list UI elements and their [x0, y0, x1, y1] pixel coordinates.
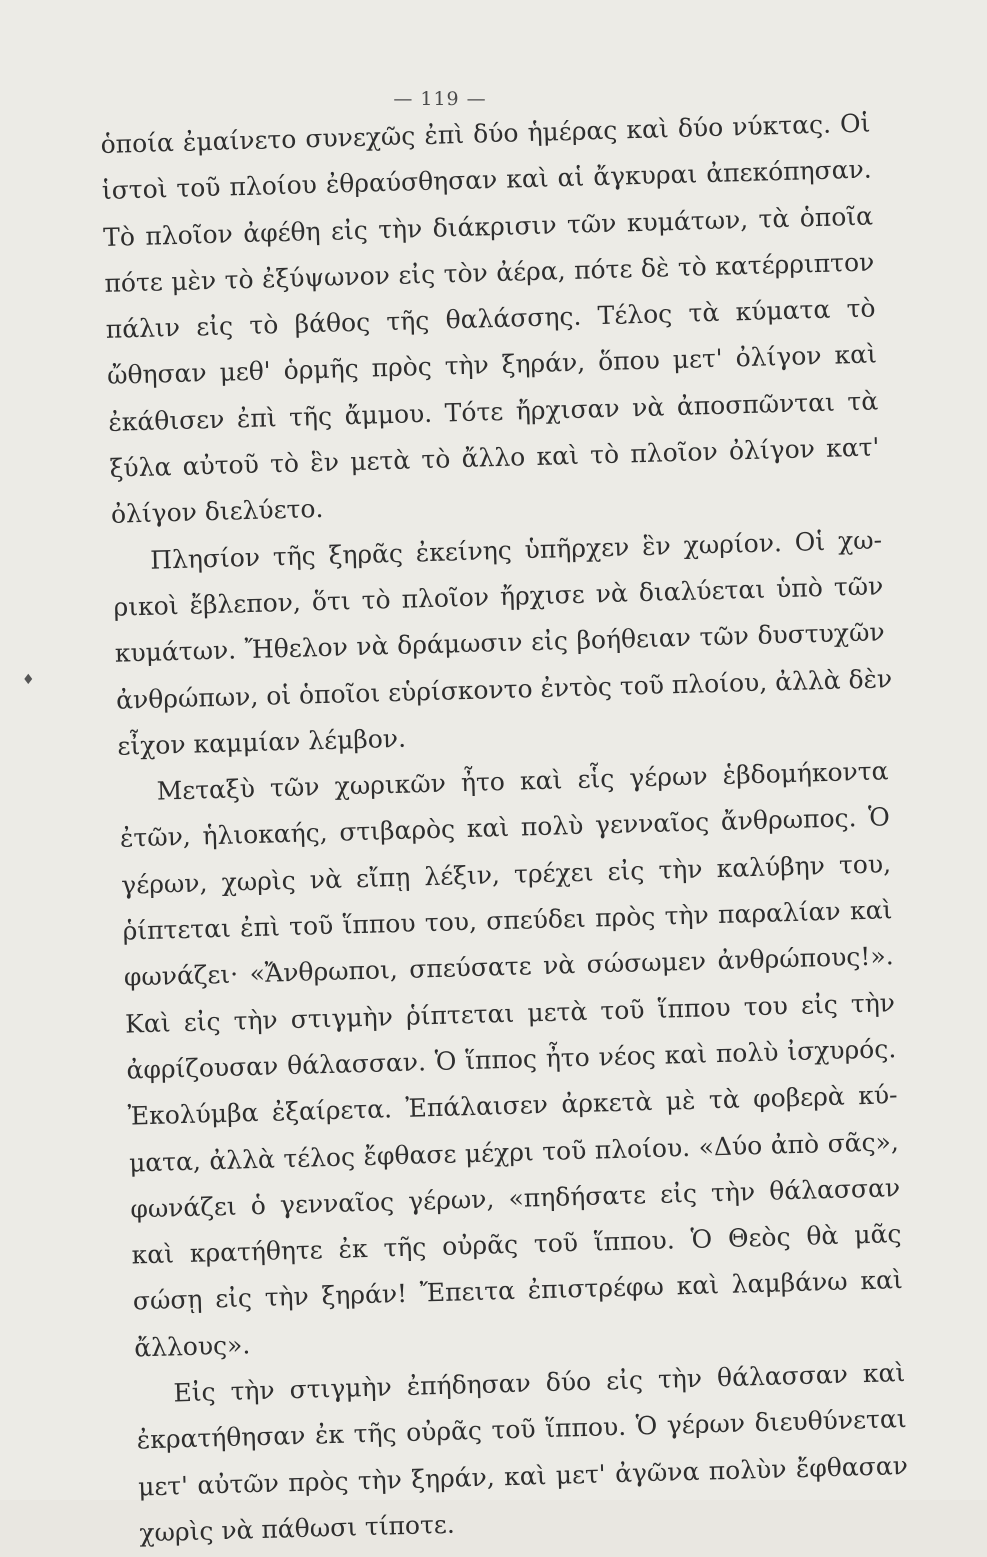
text-line: ἐτῶν, ἡλιοκαής, στιβαρὸς καὶ πολὺ γενναῖος ἄνθρωπος. Ὁ [119, 802, 891, 854]
text-line: μετ' αὐτῶν πρὸς τὴν ξηράν, καὶ μετ' ἀγῶνα πολὺν ἔφθασαν [137, 1450, 909, 1502]
text-line: ρικοὶ ἔβλεπον, ὅτι τὸ πλοῖον ἤρχισε νὰ διαλύεται ὑπὸ τῶν [113, 571, 884, 622]
text-line: γέρων, χωρὶς νὰ εἴπῃ λέξιν, τρέχει εἰς τὴν καλύβην του, [120, 848, 892, 900]
text-line: ὀλίγον διελύετο. [110, 494, 324, 530]
text-line: ὤθησαν μεθ' ὁρμῆς πρὸς τὴν ξηράν, ὅπου μετ' ὀλίγον καὶ [106, 339, 878, 391]
text-line: Πλησίον τῆς ξηρᾶς ἐκείνης ὑπῆρχεν ἓν χωρίον. Οἱ χω- [149, 525, 883, 575]
text-line: ὁποία ἐμαίνετο συνεχῶς ἐπὶ δύο ἡμέρας καὶ δύο νύκτας. Οἱ [100, 108, 871, 159]
text-line: φωνάζει· «Ἄνθρωποι, σπεύσατε νὰ σώσωμεν ἀνθρώπους!». [123, 941, 895, 993]
text-line: φωνάζει ὁ γενναῖος γέρων, «πηδήσατε εἰς τὴν θάλασσαν [129, 1172, 901, 1224]
text-line: Ἐκολύμβα ἐξαίρετα. Ἐπάλαισεν ἀρκετὰ μὲ τὰ φοβερὰ κύ- [127, 1080, 898, 1131]
text-line: πότε μὲν τὸ ἐξύψωνον εἰς τὸν ἀέρα, πότε δὲ τὸ κατέρριπτον [104, 247, 875, 298]
text-line: χωρὶς νὰ πάθωσι τίποτε. [139, 1509, 456, 1548]
text-line: ματα, ἀλλὰ τέλος ἔφθασε μέχρι τοῦ πλοίου. «Δύο ἀπὸ σᾶς», [128, 1126, 900, 1178]
text-line: ἱστοὶ τοῦ πλοίου ἐθραύσθησαν καὶ αἱ ἄγκυραι ἀπεκόπησαν. [101, 154, 873, 206]
body-text [100, 101, 910, 1557]
text-line: σώσῃ εἰς τὴν ξηράν! Ἔπειτα ἐπιστρέφω καὶ λαμβάνω καὶ [132, 1265, 904, 1316]
page-number: — 119 — [393, 88, 487, 110]
text-line: ἐκάθισεν ἐπὶ τῆς ἄμμου. Τότε ἤρχισαν νὰ ἀποσπῶνται τὰ [107, 386, 879, 437]
text-line: καὶ κρατήθητε ἐκ τῆς οὐρᾶς τοῦ ἵππου. Ὁ Θεὸς θὰ μᾶς [131, 1219, 902, 1270]
text-line: ἀνθρώπων, οἱ ὁποῖοι εὑρίσκοντο ἐντὸς τοῦ πλοίου, ἀλλὰ δὲν [115, 663, 893, 715]
text-line: κυμάτων. Ἤθελον νὰ δράμωσιν εἰς βοήθειαν τῶν δυστυχῶν [114, 617, 885, 669]
text-line: Εἰς τὴν στιγμὴν ἐπήδησαν δύο εἰς τὴν θάλασσαν καὶ [173, 1358, 906, 1408]
text-line: ἄλλους». [133, 1330, 251, 1363]
text-line: ξύλα αὐτοῦ τὸ ἓν μετὰ τὸ ἄλλο καὶ τὸ πλοῖον ὀλίγον κατ' [109, 432, 880, 483]
text-line: Μεταξὺ τῶν χωρικῶν ἦτο καὶ εἷς γέρων ἑβδομήκοντα [156, 756, 889, 806]
margin-mark: ♦ [22, 672, 35, 688]
text-line: πάλιν εἰς τὸ βάθος τῆς θαλάσσης. Τέλος τὰ κύματα τὸ [105, 293, 876, 345]
text-line: εἶχον καμμίαν λέμβον. [117, 723, 407, 761]
text-line: ἐκρατήθησαν ἐκ τῆς οὐρᾶς τοῦ ἵππου. Ὁ γέρων διευθύνεται [136, 1404, 907, 1455]
text-line: ῥίπτεται ἐπὶ τοῦ ἵππου του, σπεύδει πρὸς τὴν παραλίαν καὶ [122, 895, 893, 946]
text-line: Καὶ εἰς τὴν στιγμὴν ῥίπτεται μετὰ τοῦ ἵππου του εἰς τὴν [124, 987, 896, 1039]
text-line: ἀφρίζουσαν θάλασσαν. Ὁ ἵππος ἦτο νέος καὶ πολὺ ἰσχυρός. [126, 1034, 897, 1085]
text-line: Τὸ πλοῖον ἀφέθη εἰς τὴν διάκρισιν τῶν κυμάτων, τὰ ὁποῖα [102, 201, 874, 252]
